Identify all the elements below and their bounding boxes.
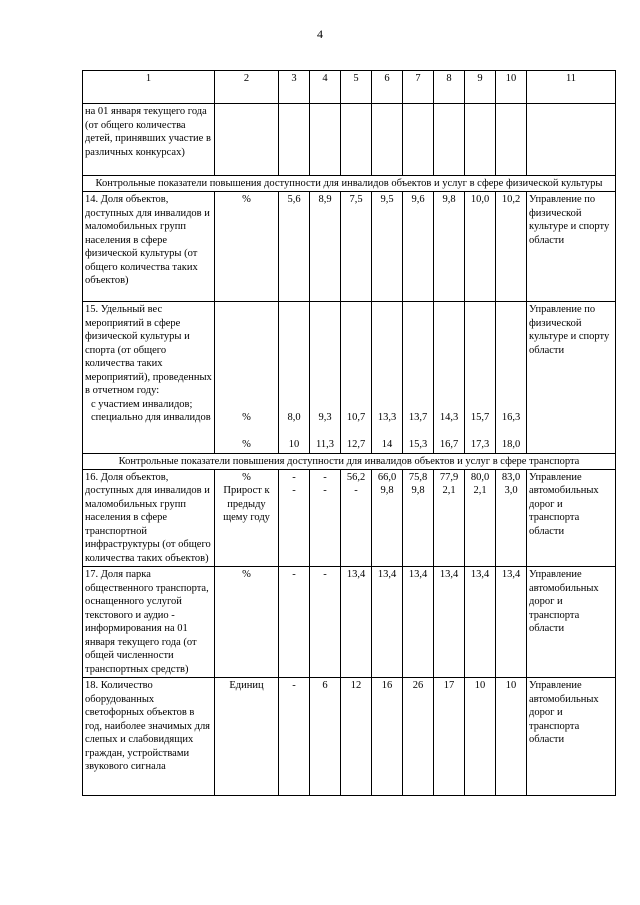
section-row — [83, 176, 616, 192]
unit-value: % — [242, 471, 251, 483]
unit-cell: Единиц — [215, 678, 279, 796]
value-cell: 6 — [310, 678, 341, 796]
header-cell: 5 — [341, 71, 372, 104]
value-cell: 13,4 — [341, 567, 372, 678]
indicator-name: на 01 января текущего года (от общего количества детей, принявших участие в различных конкурсах) — [83, 104, 215, 176]
value-cell: 8,0 10 — [279, 302, 310, 454]
value-cell: 13,4 — [496, 567, 527, 678]
value-cell: 10 — [465, 678, 496, 796]
header-cell: 7 — [403, 71, 434, 104]
value-cell: 12 — [341, 678, 372, 796]
table-row — [83, 678, 616, 796]
value-cell: 80,0 2,1 — [465, 469, 496, 567]
page-number: 4 — [317, 27, 323, 41]
unit-value: % — [242, 412, 251, 423]
header-cell: 6 — [372, 71, 403, 104]
value-cell: 10,0 — [465, 192, 496, 302]
indicator-name: 14. Доля объектов, доступных для инвалидов и маломобильных групп населения в сфере физической культуры (от общего количества таких объектов) — [83, 192, 215, 302]
header-cell: 10 — [496, 71, 527, 104]
value-cell: 9,3 11,3 — [310, 302, 341, 454]
responsible-org: Управление по физической культуре и спорту области — [527, 192, 616, 302]
value-cell: - - — [279, 469, 310, 567]
section-title: Контрольные показатели повышения доступности для инвалидов объектов и услуг в сфере транспорта — [83, 453, 616, 469]
value-cell: 10,7 12,7 — [341, 302, 372, 454]
value-cell: 75,8 9,8 — [403, 469, 434, 567]
unit-cell: % — [215, 567, 279, 678]
section-row — [83, 453, 616, 469]
value-cell: - - — [310, 469, 341, 567]
value-cell: 9,8 — [434, 192, 465, 302]
value-cell: 26 — [403, 678, 434, 796]
value-cell: - — [279, 567, 310, 678]
indicator-title: 15. Удельный вес мероприятий в сфере физической культуры и спорта (от общего количества таких мероприятий), проведенных в отчетном году: — [85, 304, 212, 396]
responsible-org: Управление по физической культуре и спорту области — [527, 302, 616, 454]
value-cell: 17 — [434, 678, 465, 796]
value-cell: 13,4 — [403, 567, 434, 678]
unit-value: Прирост к предыду щему году — [223, 485, 270, 523]
value-cell: - — [279, 678, 310, 796]
unit-cell: % — [215, 192, 279, 302]
section-title: Контрольные показатели повышения доступности для инвалидов объектов и услуг в сфере физической культуры — [83, 176, 616, 192]
value-cell: 56,2 - — [341, 469, 372, 567]
value-cell: 10 — [496, 678, 527, 796]
header-cell: 1 — [83, 71, 215, 104]
value-cell: 16 — [372, 678, 403, 796]
responsible-org: Управление автомобильных дорог и транспорта области — [527, 567, 616, 678]
table-row — [83, 192, 616, 302]
value-cell: 8,9 — [310, 192, 341, 302]
value-cell: 10,2 — [496, 192, 527, 302]
table-row — [83, 469, 616, 567]
unit-cell — [215, 469, 279, 567]
unit-cell — [215, 302, 279, 454]
value-cell: 13,7 15,3 — [403, 302, 434, 454]
unit-value: % — [242, 439, 251, 450]
responsible-org: Управление автомобильных дорог и транспорта области — [527, 678, 616, 796]
indicators-table — [82, 70, 616, 796]
value-cell: 5,6 — [279, 192, 310, 302]
value-cell: 9,5 — [372, 192, 403, 302]
indicator-name: 17. Доля парка общественного транспорта, оснащенного услугой текстового и аудио - информирования на 01 января текущего года (от общей численности транспортных средств) — [83, 567, 215, 678]
value-cell: 13,4 — [372, 567, 403, 678]
value-cell: 7,5 — [341, 192, 372, 302]
value-cell: 16,3 18,0 — [496, 302, 527, 454]
value-cell: 9,6 — [403, 192, 434, 302]
value-cell: 77,9 2,1 — [434, 469, 465, 567]
indicator-name: 18. Количество оборудованных светофорных объектов в год, наиболее значимых для слепых и слабовидящих граждан, устройствами звукового сигнала — [83, 678, 215, 796]
indicator-name: 16. Доля объектов, доступных для инвалидов и маломобильных групп населения в сфере транспортной инфраструктуры (от общего количества таких объектов) — [83, 469, 215, 567]
responsible-org: Управление автомобильных дорог и транспорта области — [527, 469, 616, 567]
value-cell: 15,7 17,3 — [465, 302, 496, 454]
header-cell: 8 — [434, 71, 465, 104]
table-row — [83, 104, 616, 176]
value-cell: 83,0 3,0 — [496, 469, 527, 567]
value-cell: 13,4 — [465, 567, 496, 678]
header-cell: 4 — [310, 71, 341, 104]
header-cell: 2 — [215, 71, 279, 104]
header-cell: 11 — [527, 71, 616, 104]
header-cell: 3 — [279, 71, 310, 104]
value-cell: 13,3 14 — [372, 302, 403, 454]
table-row — [83, 302, 616, 454]
sub-indicator-label: с участием инвалидов; — [91, 398, 193, 410]
table-row — [83, 567, 616, 678]
value-cell: 66,0 9,8 — [372, 469, 403, 567]
value-cell: 14,3 16,7 — [434, 302, 465, 454]
sub-indicator-label: специально для инвалидов — [91, 412, 211, 423]
value-cell: - — [310, 567, 341, 678]
value-cell: 13,4 — [434, 567, 465, 678]
header-row — [83, 71, 616, 104]
header-cell: 9 — [465, 71, 496, 104]
indicator-name — [83, 302, 215, 454]
